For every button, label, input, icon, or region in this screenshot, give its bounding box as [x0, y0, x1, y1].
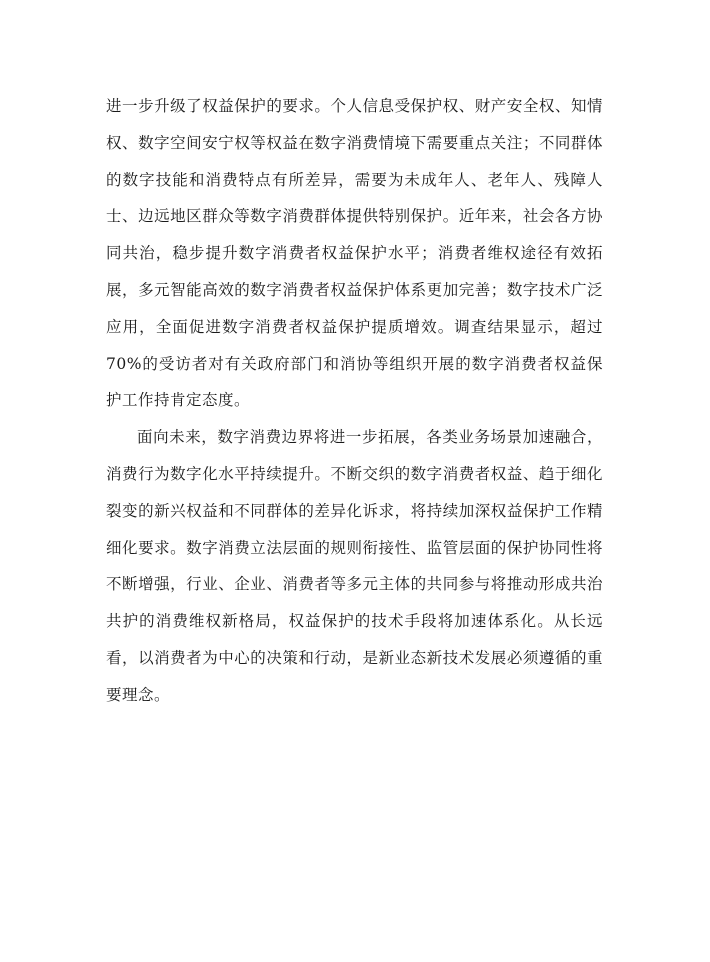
paragraph-2: 面向未来，数字消费边界将进一步拓展，各类业务场景加速融合，消费行为数字化水平持续提升。不断交织的数字消费者权益、趋于细化裂变的新兴权益和不同群体的差异化诉求，将持续加深权益保护工作精细化要求。数字消费立法层面的规则衔接性、监管层面的保护协同性将不断增强，行业、企业、消费者等多元主体的共同参与将推动形成共治共护的消费维权新格局，权益保护的技术手段将加速体系化。从长远看，以消费者为中心的决策和行动，是新业态新技术发展必须遵循的重要理念。 [106, 428, 603, 704]
body-text [106, 88, 603, 714]
paragraph-1: 进一步升级了权益保护的要求。个人信息受保护权、财产安全权、知情权、数字空间安宁权等权益在数字消费情境下需要重点关注；不同群体的数字技能和消费特点有所差异，需要为未成年人、老年人、残障人士、边远地区群众等数字消费群体提供特别保护。近年来，社会各方协同共治，稳步提升数字消费者权益保护水平；消费者维权途径有效拓展，多元智能高效的数字消费者权益保护体系更加完善；数字技术广泛应用，全面促进数字消费者权益保护提质增效。调查结果显示，超过70%的受访者对有关政府部门和消协等组织开展的数字消费者权益保护工作持肯定态度。 [106, 97, 603, 410]
